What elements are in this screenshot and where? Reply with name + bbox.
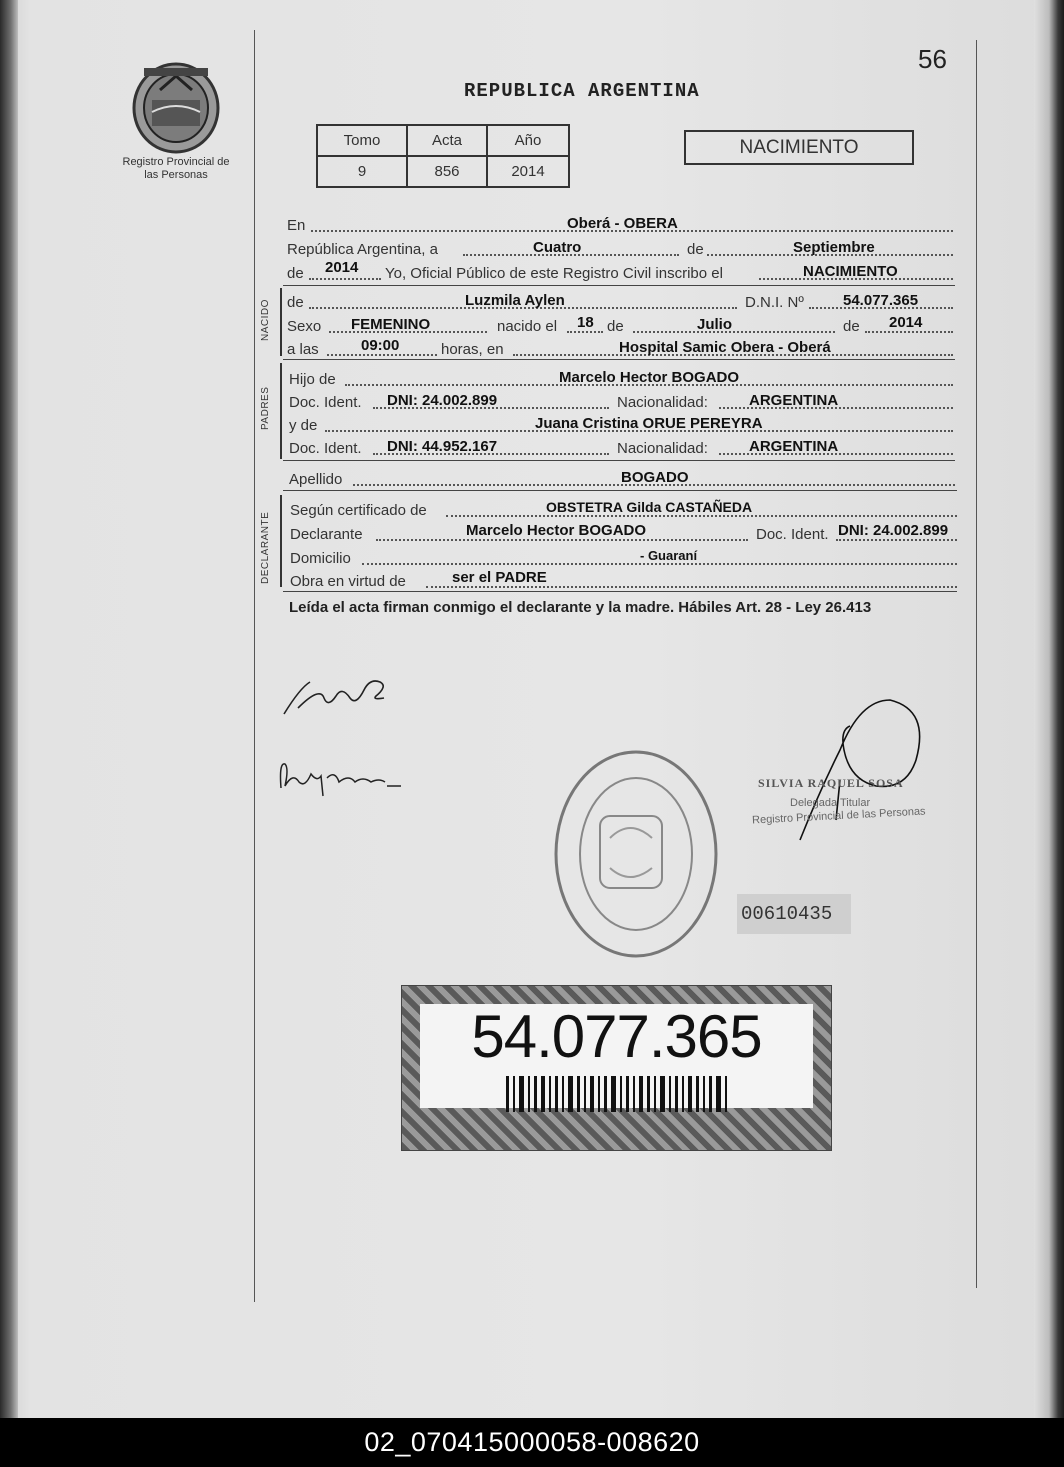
doc-label: Doc. Ident.: [756, 526, 829, 543]
nacido-row-1: [287, 289, 953, 311]
ref-header-ano: Año: [487, 125, 569, 156]
ref-header-tomo: Tomo: [317, 125, 407, 156]
provincial-seal-icon: [130, 60, 222, 155]
official-organization: Registro Provincial de las Personas: [751, 805, 926, 827]
birth-day: 18: [577, 314, 594, 331]
nacido-row-3: [287, 336, 953, 358]
declarante-row-2: [290, 521, 957, 543]
republica-label: República Argentina, a: [287, 241, 438, 258]
de-label: de: [607, 318, 624, 335]
declarante-row-4: [290, 568, 957, 590]
left-margin-line: [254, 30, 255, 1302]
sexo-label: Sexo: [287, 318, 322, 335]
divider: [283, 490, 957, 491]
birth-place: Hospital Samic Obera - Oberá: [619, 339, 831, 356]
intro-row-2: [287, 236, 953, 258]
nacionalidad-label: Nacionalidad:: [617, 394, 708, 411]
apellido-row: [289, 466, 955, 488]
declarante-label: Declarante: [290, 526, 363, 543]
city-value: Oberá - OBERA: [567, 215, 678, 232]
declarant-signature: [280, 668, 400, 720]
mother-signature: [275, 752, 415, 802]
divider: [283, 591, 957, 592]
nacido-bar: [280, 288, 282, 356]
divider: [283, 460, 955, 461]
obra-label: Obra en virtud de: [290, 573, 406, 590]
padres-section-label: PADRES: [260, 386, 271, 430]
mother-name: Juana Cristina ORUE PEREYRA: [535, 415, 763, 432]
padres-row-4: [289, 435, 953, 457]
doc-label: Doc. Ident.: [289, 394, 362, 411]
binding-edge-right: [1034, 0, 1064, 1420]
seal-caption: Registro Provincial de las Personas: [122, 156, 230, 181]
official-name: SILVIA RAQUEL SOSA: [758, 776, 904, 790]
official-role: Delegada Titular: [790, 797, 871, 809]
de-label: de: [687, 241, 704, 258]
ref-value-tomo: 9: [317, 156, 407, 187]
nacido-row-2: [287, 313, 953, 335]
alas-label: a las: [287, 341, 319, 358]
divider: [283, 285, 955, 286]
en-label: En: [287, 217, 306, 234]
birth-time: 09:00: [361, 337, 400, 354]
record-type-box: NACIMIENTO: [684, 130, 914, 165]
mother-nationality: ARGENTINA: [749, 438, 839, 455]
ref-value-ano: 2014: [487, 156, 569, 187]
document-title: REPUBLICA ARGENTINA: [464, 80, 700, 102]
father-name: Marcelo Hector BOGADO: [559, 369, 740, 386]
event-value: NACIMIENTO: [803, 263, 898, 280]
apellido-label: Apellido: [289, 471, 343, 488]
round-stamp: [552, 748, 720, 960]
hijo-label: Hijo de: [289, 371, 336, 388]
certificado-value: OBSTETRA Gilda CASTAÑEDA: [546, 499, 753, 515]
ref-header-acta: Acta: [407, 125, 487, 156]
apellido-value: BOGADO: [621, 469, 689, 486]
nacido-label: nacido el: [497, 318, 558, 335]
official-text: Yo, Oficial Público de este Registro Civil inscribo el: [385, 265, 723, 282]
nacido-section-label: NACIDO: [260, 299, 271, 341]
horas-label: horas, en: [441, 341, 504, 358]
declarante-row-1: [290, 497, 957, 519]
declarante-name: Marcelo Hector BOGADO: [466, 522, 647, 539]
birth-month: Julio: [697, 316, 733, 333]
child-name: Luzmila Aylen: [465, 292, 565, 309]
mother-doc: DNI: 44.952.167: [387, 438, 498, 455]
divider: [283, 359, 955, 360]
year-value: 2014: [325, 259, 359, 276]
declarante-section-label: DECLARANTE: [260, 511, 271, 584]
de2-label: de: [287, 265, 304, 282]
ref-value-acta: 856: [407, 156, 487, 187]
dni-label: D.N.I. Nº: [745, 294, 804, 311]
obra-value: ser el PADRE: [452, 569, 547, 586]
nacionalidad-label: Nacionalidad:: [617, 440, 708, 457]
month-value: Septiembre: [793, 239, 875, 256]
binding-edge-left: [0, 0, 18, 1420]
right-margin-line: [976, 40, 977, 1288]
intro-row-3: [287, 260, 953, 282]
domicilio-label: Domicilio: [290, 550, 351, 567]
legal-text: Leída el acta firman conmigo el declarante y la madre. Hábiles Art. 28 - Ley 26.413: [289, 599, 872, 616]
padres-row-2: [289, 389, 953, 411]
de-label: de: [843, 318, 860, 335]
child-dni: 54.077.365: [843, 292, 919, 309]
certificado-label: Según certificado de: [290, 502, 427, 519]
padres-bar: [280, 363, 282, 459]
birth-year: 2014: [889, 314, 923, 331]
page-number: 56: [918, 44, 947, 74]
barcode-number: 54.077.365: [471, 1003, 762, 1070]
scan-footer: 02_070415000058-008620: [0, 1418, 1064, 1467]
barcode-icon: [506, 1076, 730, 1112]
barcode-label: [401, 985, 832, 1151]
father-doc: DNI: 24.002.899: [387, 392, 498, 409]
day-value: Cuatro: [533, 239, 582, 256]
de-label: de: [287, 294, 304, 311]
intro-row-1: [287, 212, 953, 234]
yde-label: y de: [289, 417, 318, 434]
serial-number: 00610435: [737, 894, 851, 934]
domicilio-value: - Guaraní: [640, 548, 698, 563]
padres-row-1: [289, 366, 953, 388]
father-nationality: ARGENTINA: [749, 392, 839, 409]
sexo-value: FEMENINO: [351, 316, 431, 333]
declarante-doc: DNI: 24.002.899: [838, 522, 949, 539]
official-signature: [780, 690, 930, 850]
padres-row-3: [289, 412, 953, 434]
doc-label: Doc. Ident.: [289, 440, 362, 457]
declarante-bar: [280, 495, 282, 587]
declarante-row-3: [290, 545, 957, 567]
reference-table: [316, 124, 570, 188]
